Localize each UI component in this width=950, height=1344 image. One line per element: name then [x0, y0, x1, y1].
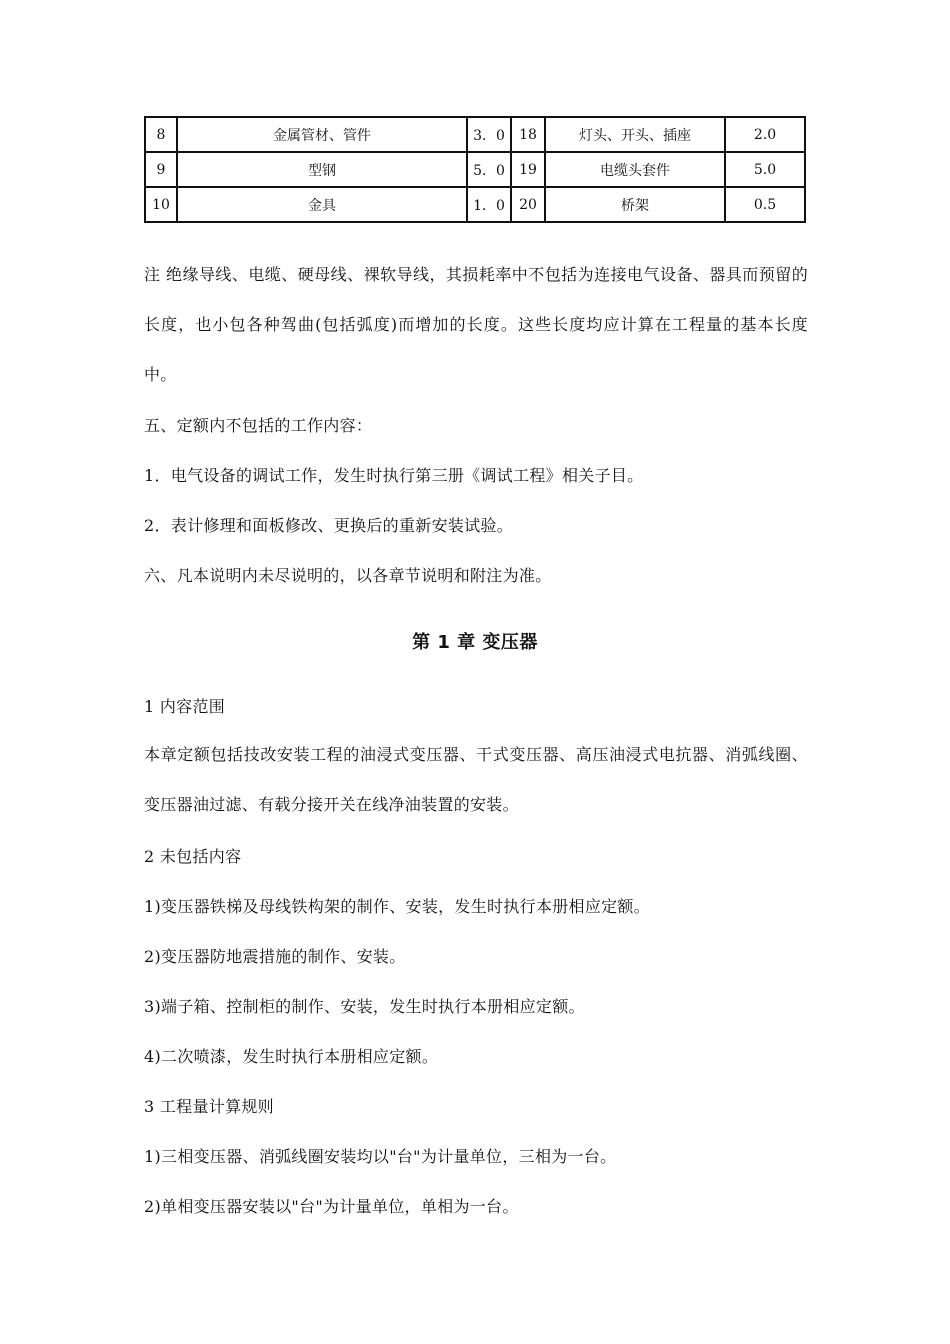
- chapter-title: 第 1 章 变压器: [412, 632, 538, 653]
- calc-rules-heading: 3 工程量计算规则: [144, 1097, 274, 1116]
- section-5-item-2: 2．表计修理和面板修改、更换后的重新安装试验。: [144, 516, 514, 535]
- row-number: 8: [145, 117, 177, 152]
- material-name: 灯头、开头、插座: [545, 117, 725, 152]
- calc-rule-item: 2)单相变压器安装以"台"为计量单位，单相为一台。: [144, 1197, 519, 1216]
- row-number: 9: [145, 152, 177, 187]
- table-note: 注 绝缘导线、电缆、硬母线、裸软导线，其损耗率中不包括为连接电气设备、器具而预留的长度，也小包各种驾曲(包括弧度)而增加的长度。这些长度均应计算在工程量的基本长度中。: [144, 265, 808, 384]
- row-number: 20: [511, 187, 545, 222]
- loss-rate-value: 1．0: [467, 187, 511, 222]
- material-name: 金具: [177, 187, 467, 222]
- material-name: 桥架: [545, 187, 725, 222]
- section-5-item-1: 1．电气设备的调试工作，发生时执行第三册《调试工程》相关子目。: [144, 466, 644, 485]
- loss-rate-value: 5．0: [467, 152, 511, 187]
- table-row: [145, 187, 805, 222]
- loss-rate-table: [144, 116, 806, 223]
- loss-rate-value: 2.0: [725, 117, 805, 152]
- material-name: 金属管材、管件: [177, 117, 467, 152]
- excluded-heading: 2 未包括内容: [144, 847, 242, 866]
- scope-text: 本章定额包括技改安装工程的油浸式变压器、干式变压器、高压油浸式电抗器、消弧线圈、变压器油过滤、有载分接开关在线净油装置的安装。: [144, 745, 808, 814]
- section-5-heading: 五、定额内不包括的工作内容：: [144, 416, 373, 435]
- table-row: [145, 117, 805, 152]
- table-row: [145, 152, 805, 187]
- excluded-item: 2)变压器防地震措施的制作、安装。: [144, 947, 406, 966]
- loss-rate-value: 5.0: [725, 152, 805, 187]
- excluded-item: 3)端子箱、控制柜的制作、安装，发生时执行本册相应定额。: [144, 997, 585, 1016]
- loss-rate-value: 0.5: [725, 187, 805, 222]
- row-number: 10: [145, 187, 177, 222]
- row-number: 18: [511, 117, 545, 152]
- scope-heading: 1 内容范围: [144, 697, 226, 716]
- row-number: 19: [511, 152, 545, 187]
- calc-rule-item: 1)三相变压器、消弧线圈安装均以"台"为计量单位，三相为一台。: [144, 1147, 617, 1166]
- excluded-item: 4)二次喷漆，发生时执行本册相应定额。: [144, 1047, 439, 1066]
- section-6-text: 六、凡本说明内未尽说明的，以各章节说明和附注为准。: [144, 566, 552, 585]
- excluded-item: 1)变压器铁梯及母线铁构架的制作、安装，发生时执行本册相应定额。: [144, 897, 651, 916]
- material-name: 电缆头套件: [545, 152, 725, 187]
- loss-rate-value: 3．0: [467, 117, 511, 152]
- material-name: 型钢: [177, 152, 467, 187]
